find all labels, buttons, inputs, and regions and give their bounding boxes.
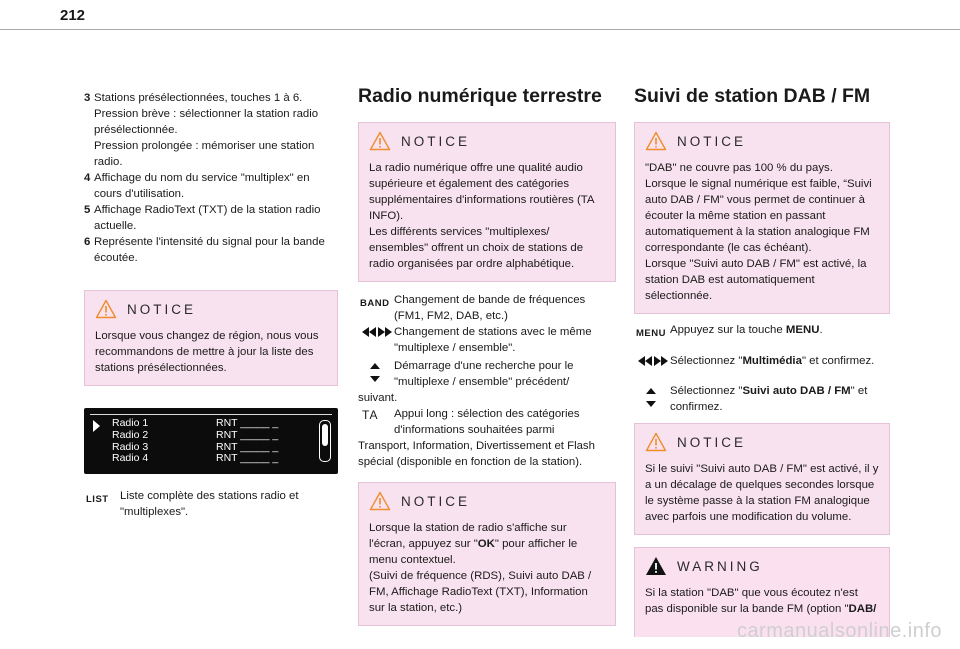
notice-title: NOTICE [677, 133, 747, 149]
warning-title: WARNING [677, 558, 763, 574]
multimedia-label: Multimédia [742, 355, 802, 367]
station-band: RNT _____ _ [216, 452, 279, 465]
notice-header [645, 130, 879, 152]
up-down-row [634, 383, 890, 415]
warning-header [645, 555, 879, 577]
notice-box-region [84, 290, 338, 386]
text-part: " et confirmez. [801, 355, 875, 367]
column-3 [634, 84, 890, 637]
station-name: Radio 1 [112, 417, 149, 429]
notice-body-part: " pour afficher le menu contextuel. (Suivi de fréquence (RDS), Suivi auto DAB / FM, Affichage RadioText (TXT), Information sur la station, etc.) [369, 538, 592, 614]
column-2 [358, 84, 616, 626]
scrollbar-thumb[interactable] [322, 424, 328, 446]
station-band: RNT _____ _ [216, 428, 279, 441]
text-part: Appuyez sur la touche [670, 324, 786, 336]
station-list [112, 418, 312, 465]
section-title: Suivi de station DAB / FM [634, 85, 871, 107]
menu-button-label: MENU [636, 328, 666, 339]
left-right-description [670, 353, 890, 369]
notice-body [369, 520, 605, 616]
top-rule [0, 29, 960, 30]
warning-body [645, 585, 879, 617]
text-part: " et confirmez. [670, 385, 868, 413]
list-button-description: Liste complète des stations radio et "multiplexes". [120, 490, 299, 518]
ta-button-description: Appui long : sélection des catégories d'informations souhaitées parmi [394, 408, 580, 436]
band-button-description: Changement de bande de fréquences (FM1, FM2, DAB, etc.) [394, 294, 586, 322]
notice-header [95, 298, 327, 320]
left-right-arrows-icon [636, 353, 670, 369]
list-item [84, 202, 338, 234]
notice-box-ok [358, 482, 616, 626]
menu-button-row [634, 322, 890, 339]
station-row[interactable] [112, 453, 312, 465]
list-item [84, 170, 338, 202]
notice-title: NOTICE [127, 301, 197, 317]
legend-list [84, 90, 338, 266]
notice-box-delay [634, 423, 890, 535]
text-part: . [819, 324, 823, 336]
station-name: Radio 3 [112, 440, 149, 453]
left-right-arrows-icon[interactable] [634, 353, 670, 369]
up-down-description [670, 383, 890, 415]
list-item-number: 6 [84, 236, 91, 248]
notice-triangle-icon [369, 491, 391, 511]
notice-title: NOTICE [401, 133, 471, 149]
list-item-text: Représente l'intensité du signal pour la bande écoutée. [94, 236, 325, 264]
scrollbar[interactable] [319, 420, 331, 462]
notice-body: "DAB" ne couvre pas 100 % du pays. Lorsque le signal numérique est faible, “Suivi auto DAB / FM" vous permet de continuer à écouter la même station en passant automatiquement à la station analogique FM correspondante (le cas échéant). Lorsque "Suivi auto DAB / FM" est activé, la station DAB est automatiquement sélectionnée. [645, 162, 872, 302]
up-down-arrows-icon [368, 358, 382, 386]
list-item-number: 5 [84, 204, 91, 216]
list-item [84, 90, 338, 170]
left-right-row [358, 324, 616, 356]
radio-station-list-screen [84, 408, 338, 474]
list-button-row [84, 488, 338, 520]
band-button-label: BAND [360, 298, 390, 309]
menu-key-label: MENU [785, 324, 820, 336]
notice-header [369, 490, 605, 512]
dab-label: DAB/ [848, 603, 877, 615]
up-down-description: Démarrage d'une recherche pour le "multiplexe / ensemble" précédent/ [394, 360, 574, 388]
up-down-description-continued: suivant. [358, 392, 398, 404]
notice-box-dab [358, 122, 616, 282]
watermark: carmanualsonline.info [736, 620, 942, 642]
ok-key-label: OK [477, 538, 495, 550]
notice-title: NOTICE [677, 434, 747, 450]
ta-button-row [358, 406, 616, 438]
up-down-arrows-icon[interactable] [358, 358, 394, 386]
notice-triangle-icon [645, 432, 667, 452]
left-right-description: Changement de stations avec le même "multiplexe / ensemble". [394, 326, 592, 354]
ta-description-continued: Transport, Information, Divertissement et Flash spécial (disponible en fonction de la station). [358, 440, 595, 468]
suivi-auto-label: Suivi auto DAB / FM [742, 385, 851, 397]
menu-button-icon[interactable] [634, 322, 670, 339]
column-1 [84, 84, 338, 520]
notice-title: NOTICE [401, 493, 471, 509]
list-item-number: 3 [84, 92, 91, 104]
station-row[interactable] [112, 430, 312, 442]
station-band: RNT _____ _ [216, 417, 279, 429]
notice-triangle-icon [369, 131, 391, 151]
station-name: Radio 2 [112, 428, 149, 441]
notice-triangle-icon [95, 299, 117, 319]
notice-body: La radio numérique offre une qualité audio supérieure et également des catégories supplémentaires d'informations routières (TA INFO). Les différents services "multiplexes/ ensembles" offrent un choix de stations de radio organisées par ordre alphabétique. [369, 162, 594, 270]
notice-body-part: Lorsque la station de radio s'affiche sur l'écran, appuyez sur " [369, 522, 567, 550]
notice-body: Lorsque vous changez de région, nous vous recommandons de mettre à jour la liste des stations présélectionnées. [95, 330, 319, 374]
notice-header [645, 431, 879, 453]
list-item-text: Affichage du nom du service "multiplex" en cours d'utilisation. [94, 172, 310, 200]
text-part: Sélectionnez " [670, 385, 743, 397]
text-part: Sélectionnez " [670, 355, 743, 367]
station-name: Radio 4 [112, 452, 149, 465]
list-item-text: Affichage RadioText (TXT) de la station radio actuelle. [94, 204, 321, 232]
section-title: Radio numérique terrestre [358, 85, 602, 107]
page-number: 212 [60, 7, 86, 24]
list-button-label: LIST [86, 494, 109, 505]
up-down-arrows-icon [644, 383, 658, 411]
band-button-row [358, 292, 616, 324]
notice-body: Si le suivi "Suivi auto DAB / FM" est activé, il y a un décalage de quelques secondes lorsque le système passe à la station FM analogique avec parfois une modification du volume. [645, 463, 879, 523]
up-down-arrows-icon[interactable] [634, 383, 670, 411]
screen-divider [90, 414, 332, 415]
list-item-number: 4 [84, 172, 91, 184]
notice-box-coverage [634, 122, 890, 314]
list-item-text: Stations présélectionnées, touches 1 à 6. Pression brève : sélectionner la station radio présélectionnée. Pression prolongée : mémoriser une station radio. [94, 92, 319, 168]
left-right-row [634, 353, 890, 369]
text-part: Si la station "DAB" que vous écoutez n'est pas disponible sur la bande FM (option " [645, 587, 858, 615]
band-button-icon[interactable] [358, 292, 394, 309]
ta-button-label: TA [362, 408, 379, 422]
list-item [84, 234, 338, 266]
left-right-arrows-icon [360, 324, 394, 340]
station-band: RNT _____ _ [216, 440, 279, 453]
notice-header [369, 130, 605, 152]
menu-button-description [670, 322, 890, 338]
up-down-row [358, 358, 616, 390]
play-arrow-icon [93, 420, 100, 432]
warning-triangle-icon [645, 556, 667, 576]
left-right-arrows-icon[interactable] [358, 324, 394, 340]
notice-triangle-icon [645, 131, 667, 151]
ta-button-icon[interactable] [358, 406, 394, 422]
list-button-icon[interactable] [84, 488, 120, 505]
